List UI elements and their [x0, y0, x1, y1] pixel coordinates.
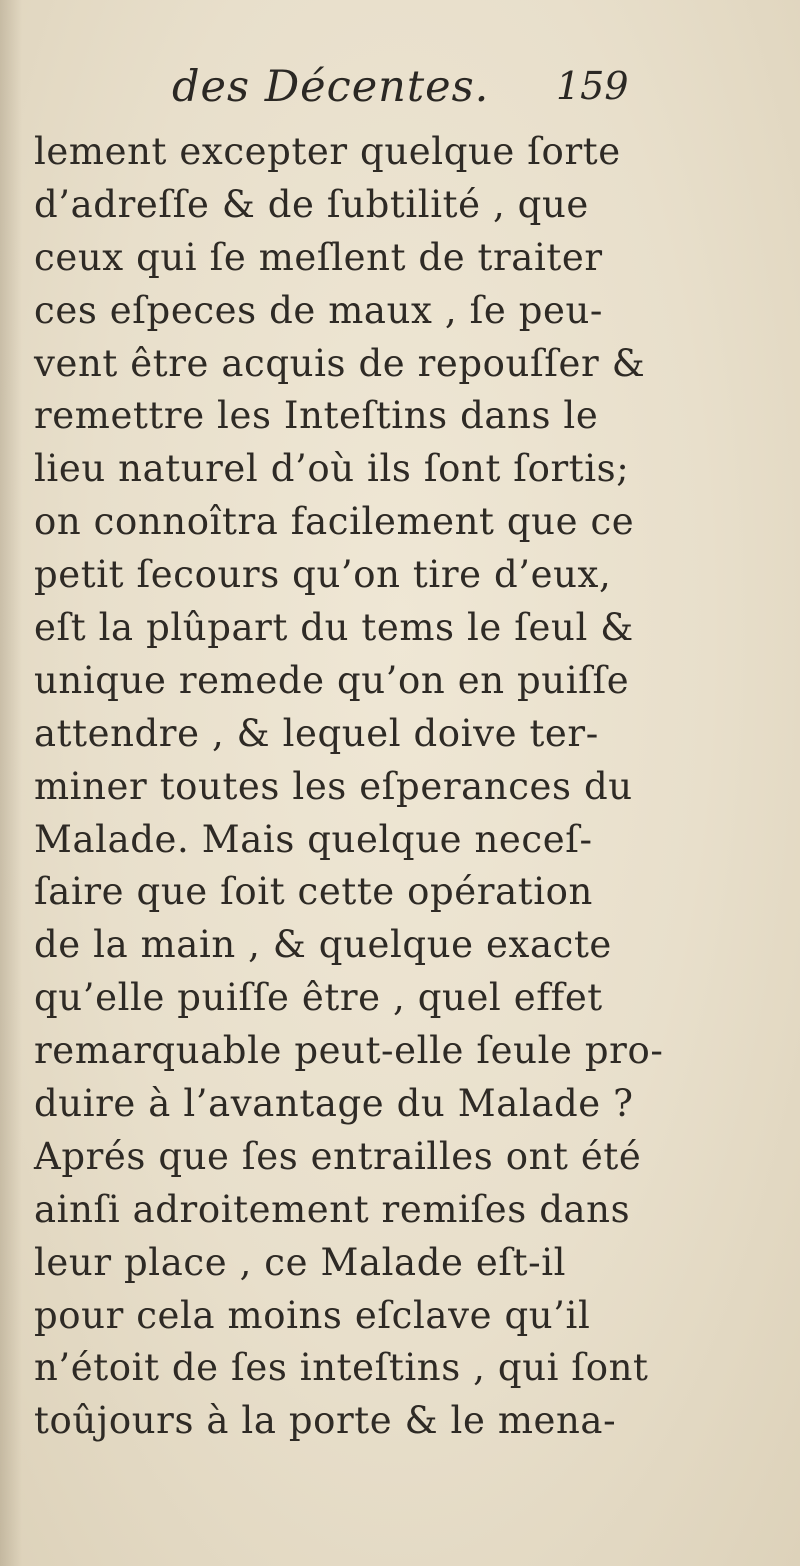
text-line: toûjours à la porte & le mena-: [34, 1399, 617, 1443]
text-line: lement excepter quelque ſorte: [34, 130, 621, 173]
text-line: lieu naturel d’où ils ſont ſortis;: [34, 447, 630, 491]
text-line: petit ſecours qu’on tire d’eux,: [34, 553, 612, 597]
text-line: miner toutes les eſperances du: [34, 764, 633, 808]
text-line: on connoîtra facilement que ce: [34, 500, 635, 544]
text-line: qu’elle puiſſe être , quel effet: [34, 976, 603, 1020]
gutter-shadow: [0, 0, 22, 1566]
text-line: de la main , & quelque exacte: [34, 923, 612, 967]
text-line: ces eſpeces de maux , ſe peu-: [34, 288, 604, 332]
text-line: duire à l’avantage du Malade ?: [34, 1082, 634, 1126]
running-head: [0, 62, 800, 132]
text-line: attendre , & lequel doive ter-: [34, 711, 599, 755]
text-line: d’adreſſe & de ſubtilité , que: [34, 182, 589, 226]
running-head-title: des Décentes.: [172, 62, 490, 112]
text-line: n’étoit de ſes inteſtins , qui ſont: [34, 1346, 649, 1390]
page-number: 159: [556, 64, 629, 108]
text-line: Malade. Mais quelque neceſ-: [34, 817, 593, 861]
text-line: vent être acquis de repouſſer &: [34, 341, 646, 385]
text-line: Aprés que ſes entrailles ont été: [34, 1134, 642, 1178]
text-line: pour cela moins eſclave qu’il: [34, 1293, 591, 1337]
text-line: remarquable peut-elle ſeule pro-: [34, 1029, 664, 1073]
text-line: ſaire que ſoit cette opération: [34, 870, 593, 914]
text-line: ceux qui ſe meſlent de traiter: [34, 235, 603, 279]
text-line: remettre les Inteſtins dans le: [34, 394, 599, 438]
text-line: eſt la plûpart du tems le ſeul &: [34, 606, 634, 650]
text-line: unique remede qu’on en puiſſe: [34, 658, 630, 702]
body-text: [34, 126, 664, 1448]
text-line: leur place , ce Malade eſt-il: [34, 1240, 567, 1284]
text-line: ainſi adroitement remiſes dans: [34, 1187, 631, 1231]
